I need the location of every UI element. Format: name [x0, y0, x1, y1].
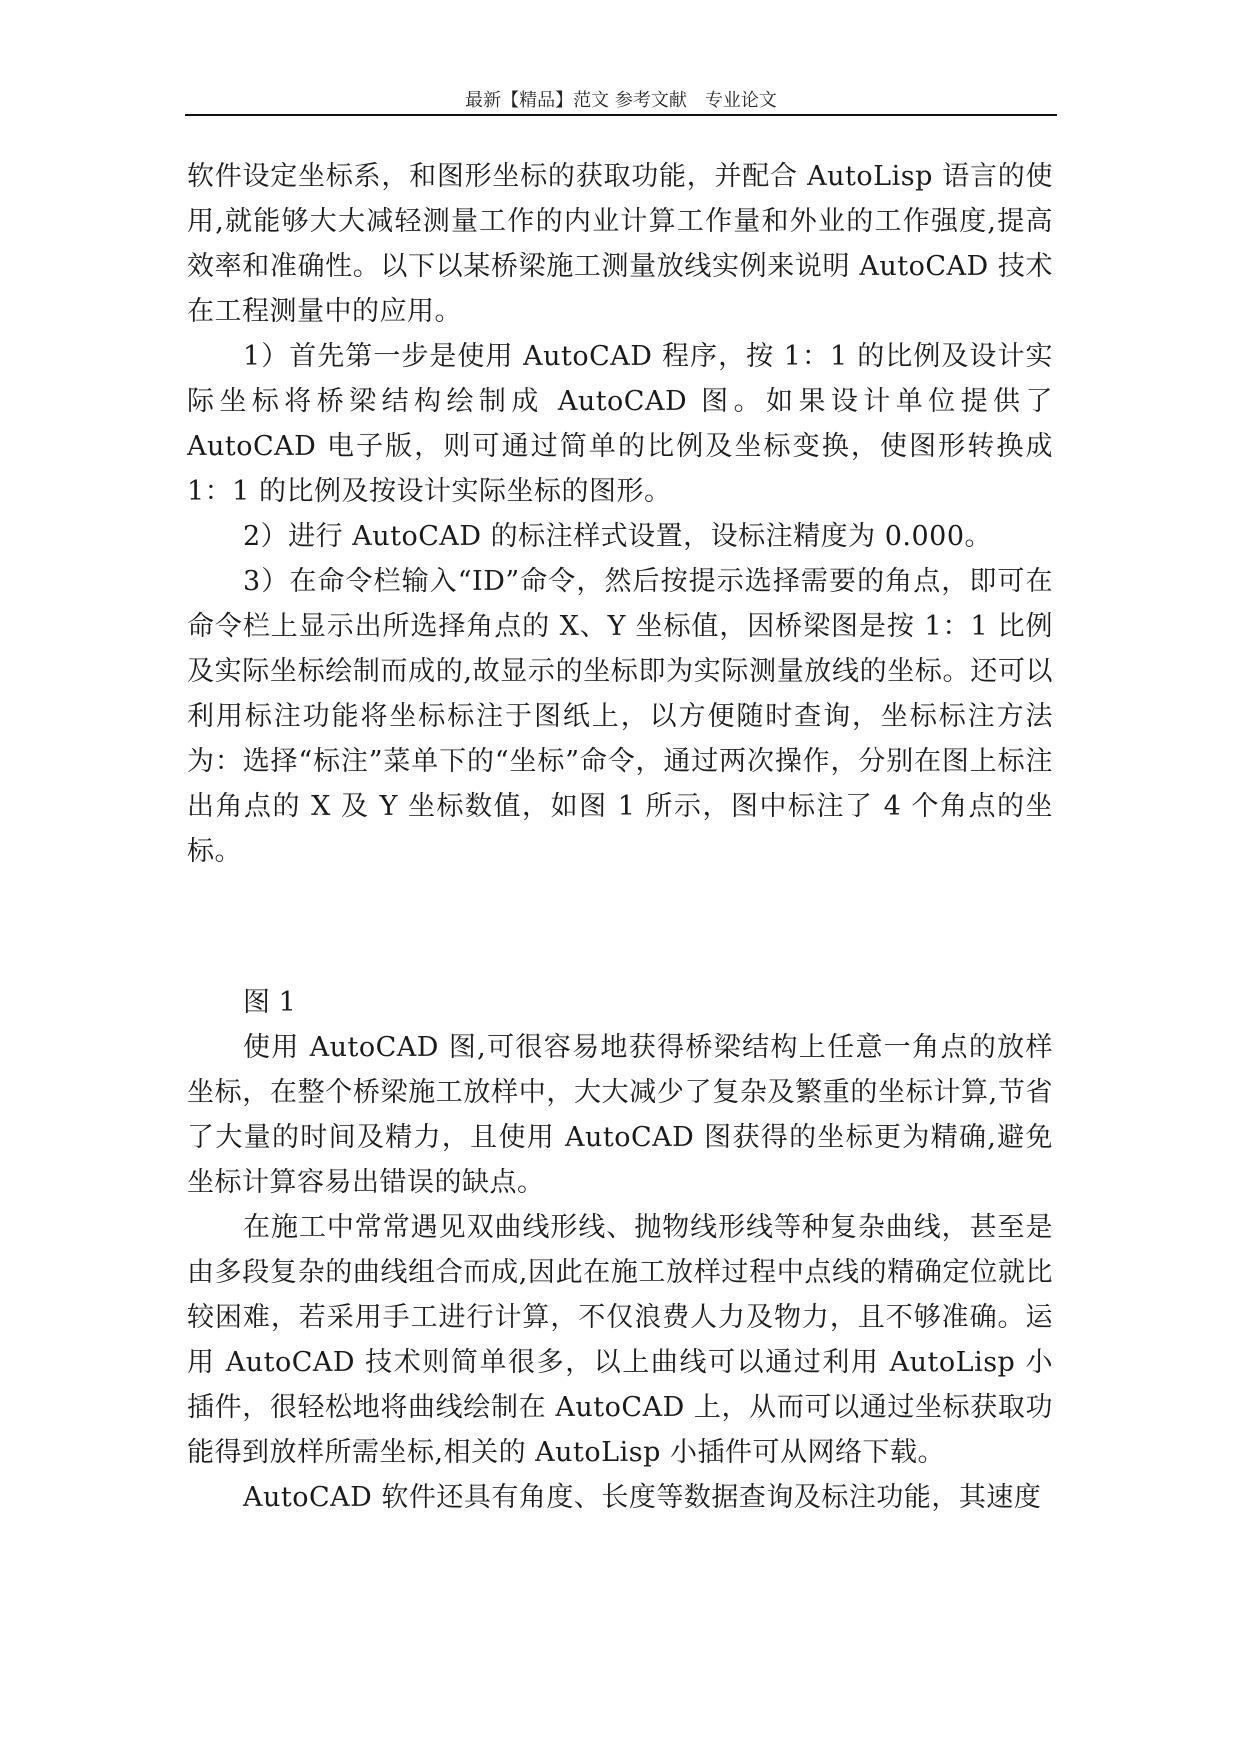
paragraph-step-3: 3）在命令栏输入“ID”命令，然后按提示选择需要的角点，即可在命令栏上显示出所选择角点的 X、Y 坐标值，因桥梁图是按 1：1 比例及实际坐标绘制而成的,故显示的坐标即为实际测量放线的坐标。还可以利用标注功能将坐标标注于图纸上，以方便随时查询，坐标标注方法为：选择“标注”菜单下的“坐标”命令，通过两次操作，分别在图上标注出角点的 X 及 Y 坐标数值，如图 1 所示，图中标注了 4 个角点的坐标。 — [187, 566, 1053, 867]
paragraph-step-2: 2）进行 AutoCAD 的标注样式设置，设标注精度为 0.000。 — [243, 521, 993, 552]
paragraph-step-1: 1）首先第一步是使用 AutoCAD 程序，按 1：1 的比例及设计实际坐标将桥梁结构绘制成 AutoCAD 图。如果设计单位提供了 AutoCAD 电子版，则可通过简单的比例及坐标变换，使图形转换成 1：1 的比例及按设计实际坐标的图形。 — [187, 341, 1053, 507]
paragraph-autocad-benefits: 使用 AutoCAD 图,可很容易地获得桥梁结构上任意一角点的放样坐标，在整个桥梁施工放样中，大大减少了复杂及繁重的坐标计算,节省了大量的时间及精力，且使用 AutoCAD 图获得的坐标更为精确,避免坐标计算容易出错误的缺点。 — [187, 1032, 1053, 1198]
body-text-top — [187, 154, 1053, 874]
figure-caption: 图 1 — [243, 987, 296, 1018]
header-divider — [185, 114, 1057, 116]
body-text-bottom — [187, 1025, 1053, 1520]
page-header: 最新【精品】范文 参考文献 专业论文 — [465, 90, 777, 111]
paragraph-continuation: 软件设定坐标系，和图形坐标的获取功能，并配合 AutoLisp 语言的使用,就能够大大减轻测量工作的内业计算工作量和外业的工作强度,提高效率和准确性。以下以某桥梁施工测量放线实例来说明 AutoCAD 技术在工程测量中的应用。 — [187, 161, 1053, 327]
paragraph-query-features: AutoCAD 软件还具有角度、长度等数据查询及标注功能，其速度 — [243, 1482, 1042, 1513]
paragraph-complex-curves: 在施工中常常遇见双曲线形线、抛物线形线等种复杂曲线，甚至是由多段复杂的曲线组合而成,因此在施工放样过程中点线的精确定位就比较困难，若采用手工进行计算，不仅浪费人力及物力，且不够准确。运用 AutoCAD 技术则简单很多，以上曲线可以通过利用 AutoLisp 小插件，很轻松地将曲线绘制在 AutoCAD 上，从而可以通过坐标获取功能得到放样所需坐标,相关的 AutoLisp 小插件可从网络下载。 — [187, 1212, 1053, 1468]
